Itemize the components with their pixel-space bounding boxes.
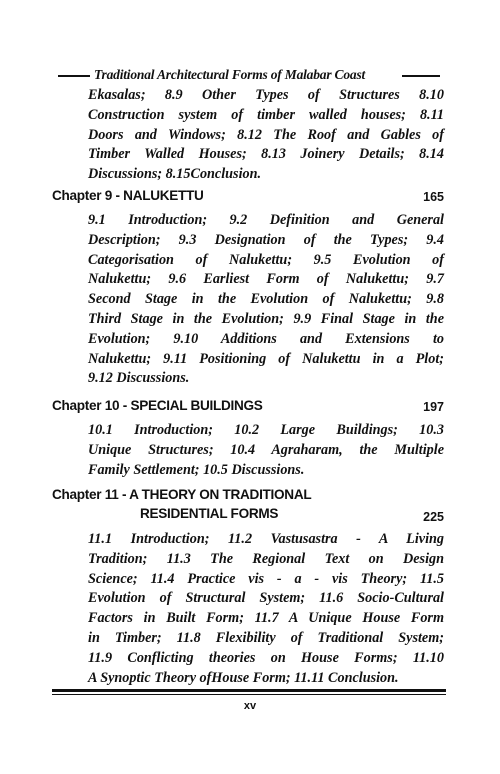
chapter-11-heading: Chapter 11 - A THEORY ON TRADITIONAL bbox=[52, 487, 312, 502]
header-rule-left bbox=[58, 75, 90, 77]
chapter-9-heading: Chapter 9 - NALUKETTU bbox=[52, 188, 204, 203]
toc-line: Science; 11.4 Practice vis - a - vis Theory; 11.5 bbox=[88, 570, 444, 587]
chapter-10-contents bbox=[88, 421, 444, 480]
chapter-10-page-number: 197 bbox=[423, 400, 444, 414]
toc-line: 10.1 Introduction; 10.2 Large Buildings; 10.3 bbox=[88, 422, 444, 438]
footer-rule-thin bbox=[52, 694, 446, 695]
toc-line: A Synoptic Theory ofHouse Form; 11.11 Conclusion. bbox=[88, 669, 399, 686]
toc-line: Tradition; 11.3 The Regional Text on Design bbox=[88, 550, 444, 567]
chapter-9-contents bbox=[88, 211, 444, 389]
toc-line: Evolution; 9.10 Additions and Extensions to bbox=[88, 330, 444, 347]
toc-line: Doors and Windows; 8.12 The Roof and Gables of bbox=[88, 126, 444, 143]
running-header bbox=[58, 68, 440, 84]
chapter-9-page-number: 165 bbox=[423, 190, 444, 204]
toc-line: 11.9 Conflicting theories on House Forms; 11.10 bbox=[88, 649, 444, 666]
toc-line: Evolution of Structural System; 11.6 Socio-Cultural bbox=[88, 590, 444, 607]
chapter-10-heading: Chapter 10 - SPECIAL BUILDINGS bbox=[52, 398, 263, 413]
chapter-8-continuation bbox=[88, 86, 444, 185]
running-header-title: Traditional Architectural Forms of Malabar Coast bbox=[94, 67, 366, 82]
toc-line: Nalukettu; 9.11 Positioning of Nalukettu in a Plot; bbox=[88, 350, 444, 367]
toc-line: Timber Walled Houses; 8.13 Joinery Details; 8.14 bbox=[88, 146, 444, 163]
toc-line: in Timber; 11.8 Flexibility of Traditional System; bbox=[88, 629, 444, 646]
chapter-11-heading-line2: RESIDENTIAL FORMS bbox=[140, 506, 279, 521]
page-folio: xv bbox=[243, 700, 257, 712]
toc-line: Categorisation of Nalukettu; 9.5 Evolution of bbox=[88, 251, 444, 268]
header-rule-right bbox=[402, 75, 440, 77]
toc-line: Unique Structures; 10.4 Agraharam, the Multiple bbox=[88, 441, 444, 458]
chapter-11-contents bbox=[88, 530, 444, 688]
toc-line: Second Stage in the Evolution of Nalukettu; 9.8 bbox=[88, 291, 444, 308]
toc-line: 9.12 Discussions. bbox=[88, 370, 190, 387]
toc-line: Third Stage in the Evolution; 9.9 Final Stage in the bbox=[88, 310, 444, 327]
footer-rule-thick bbox=[52, 689, 446, 692]
toc-line: Discussions; 8.15Conclusion. bbox=[88, 166, 262, 183]
toc-line: Nalukettu; 9.6 Earliest Form of Nalukettu; 9.7 bbox=[88, 271, 444, 288]
toc-line: Ekasalas; 8.9 Other Types of Structures 8.10 bbox=[88, 87, 444, 103]
chapter-11-page-number: 225 bbox=[423, 510, 444, 524]
toc-line: Description; 9.3 Designation of the Types; 9.4 bbox=[88, 231, 444, 248]
toc-line: 11.1 Introduction; 11.2 Vastusastra - A Living bbox=[88, 531, 444, 547]
toc-line: Factors in Built Form; 11.7 A Unique House Form bbox=[88, 610, 444, 627]
toc-line: 9.1 Introduction; 9.2 Definition and General bbox=[88, 212, 444, 228]
toc-line: Family Settlement; 10.5 Discussions. bbox=[88, 461, 305, 478]
toc-line: Construction system of timber walled houses; 8.11 bbox=[88, 106, 444, 123]
